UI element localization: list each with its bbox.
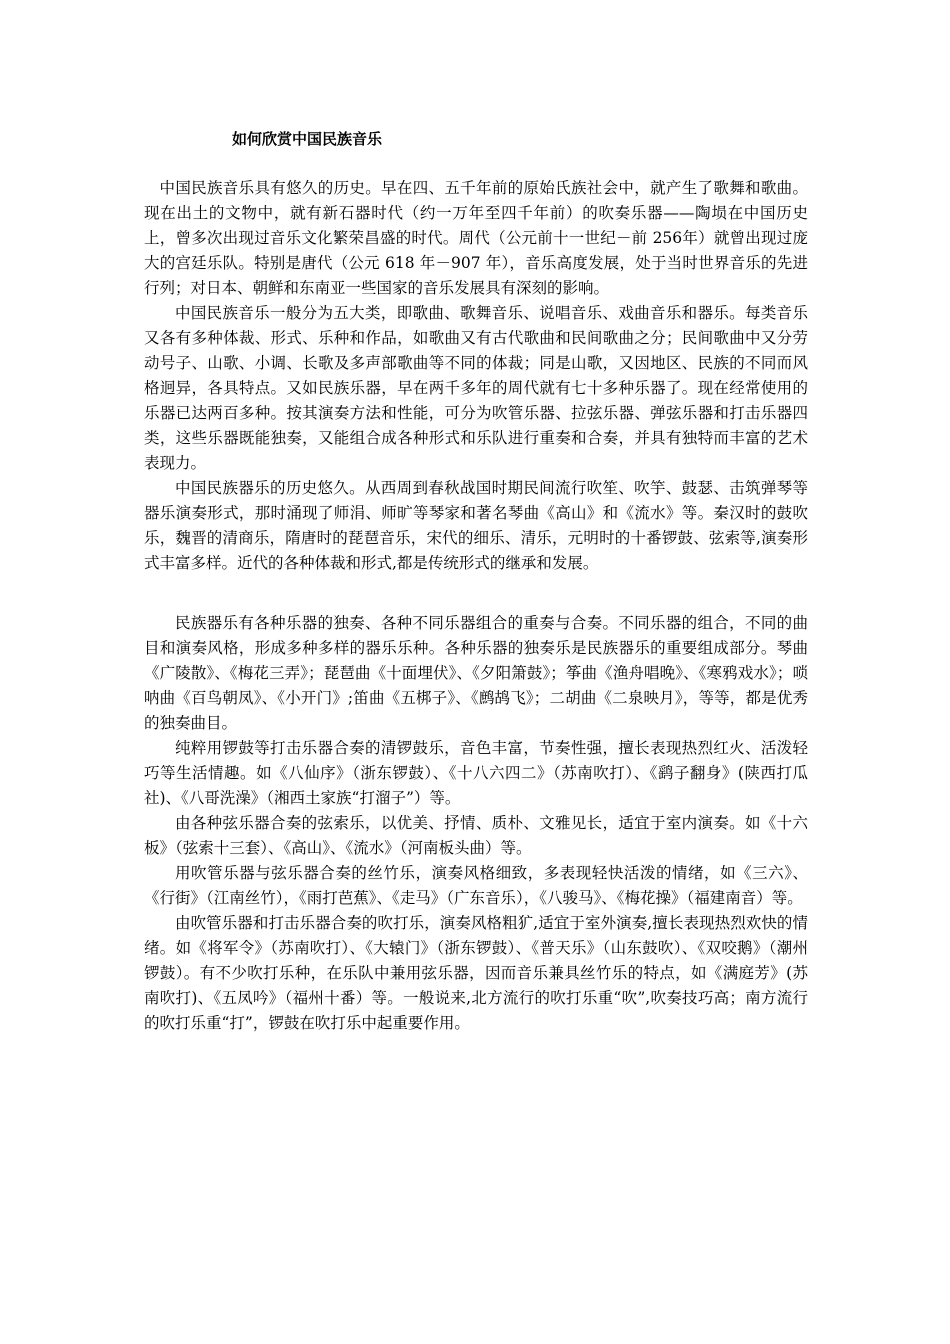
blank-line (144, 576, 808, 601)
paragraph-strings: 由各种弦乐器合奏的弦索乐，以优美、抒情、质朴、文雅见长，适宜于室内演奏。如《十六板》（弦索十三套）、《高山》、《流水》（河南板头曲）等。 (144, 814, 808, 857)
paragraph-percussion: 纯粹用锣鼓等打击乐器合奏的清锣鼓乐，音色丰富，节奏性强，擅长表现热烈红火、活泼轻巧等生活情趣。如《八仙序》（浙东锣鼓）、《十八六四二》（苏南吹打）、《鹞子翻身》(陕西打瓜社)、《八哥洗澡》（湘西土家族“打溜子”）等。 (144, 739, 808, 807)
paragraph-sizhu: 用吹管乐器与弦乐器合奏的丝竹乐，演奏风格细致，多表现轻快活泼的情绪，如《三六》、《行街》（江南丝竹），《雨打芭蕉》、《走马》（广东音乐），《八骏马》、《梅花操》（福建南音）等。 (144, 864, 808, 907)
paragraph-chuida: 由吹管乐器和打击乐器合奏的吹打乐，演奏风格粗犷,适宜于室外演奏,擅长表现热烈欢快的情绪。如《将军令》（苏南吹打）、《大辕门》（浙东锣鼓）、《普天乐》（山东鼓吹）、《双咬鹅》（潮州锣鼓）。有不少吹打乐种，在乐队中兼用弦乐器，因而音乐兼具丝竹乐的特点，如《满庭芳》(苏南吹打)、《五凤吟》（福州十番）等。一般说来,北方流行的吹打乐重“吹”,吹奏技巧高；南方流行的吹打乐重“打”，锣鼓在吹打乐中起重要作用。 (144, 914, 808, 1032)
paragraph-categories: 中国民族音乐一般分为五大类，即歌曲、歌舞音乐、说唱音乐、戏曲音乐和器乐。每类音乐又各有多种体裁、形式、乐种和作品，如歌曲又有古代歌曲和民间歌曲之分；民间歌曲中又分劳动号子、山歌、小调、长歌及多声部歌曲等不同的体裁；同是山歌，又因地区、民族的不同而风格迥异，各具特点。又如民族乐器，早在两千多年的周代就有七十多种乐器了。现在经常使用的乐器已达两百多种。按其演奏方法和性能，可分为吹管乐器、拉弦乐器、弹弦乐器和打击乐器四类，这些乐器既能独奏，又能组合成各种形式和乐队进行重奏和合奏，并具有独特而丰富的艺术表现力。 (144, 304, 808, 472)
paragraph-instrumental-history: 中国民族器乐的历史悠久。从西周到春秋战国时期民间流行吹笙、吹竽、鼓瑟、击筑弹琴等器乐演奏形式，那时涌现了师涓、师旷等琴家和著名琴曲《高山》和《流水》等。秦汉时的鼓吹乐，魏晋的清商乐，隋唐时的琵琶音乐，宋代的细乐、清乐，元明时的十番锣鼓、弦索等,演奏形式丰富多样。近代的各种体裁和形式,都是传统形式的继承和发展。 (144, 479, 808, 572)
paragraph-history: 中国民族音乐具有悠久的历史。早在四、五千年前的原始氏族社会中，就产生了歌舞和歌曲。现在出土的文物中，就有新石器时代（约一万年至四千年前）的吹奏乐器——陶埙在中国历史上，曾多次出现过音乐文化繁荣昌盛的时代。周代（公元前十一世纪－前 256年）就曾出现过庞大的宫廷乐队。特别是唐代（公元 618 年－907 年），音乐高度发展，处于当时世界音乐的先进行列；对日本、朝鲜和东南亚一些国家的音乐发展具有深刻的影响。 (144, 179, 808, 297)
document-body (144, 176, 808, 1036)
paragraph-solo-ensemble: 民族器乐有各种乐器的独奏、各种不同乐器组合的重奏与合奏。不同乐器的组合，不同的曲目和演奏风格，形成多种多样的器乐乐种。各种乐器的独奏乐是民族器乐的重要组成部分。琴曲《广陵散》、《梅花三弄》；琵琶曲《十面埋伏》、《夕阳箫鼓》；筝曲《渔舟唱晚》、《寒鸦戏水》；唢呐曲《百鸟朝凤》、《小开门》;笛曲《五梆子》、《鹧鸪飞》；二胡曲《二泉映月》，等等，都是优秀的独奏曲目。 (144, 614, 808, 732)
document-title: 如何欣赏中国民族音乐 (232, 130, 383, 148)
